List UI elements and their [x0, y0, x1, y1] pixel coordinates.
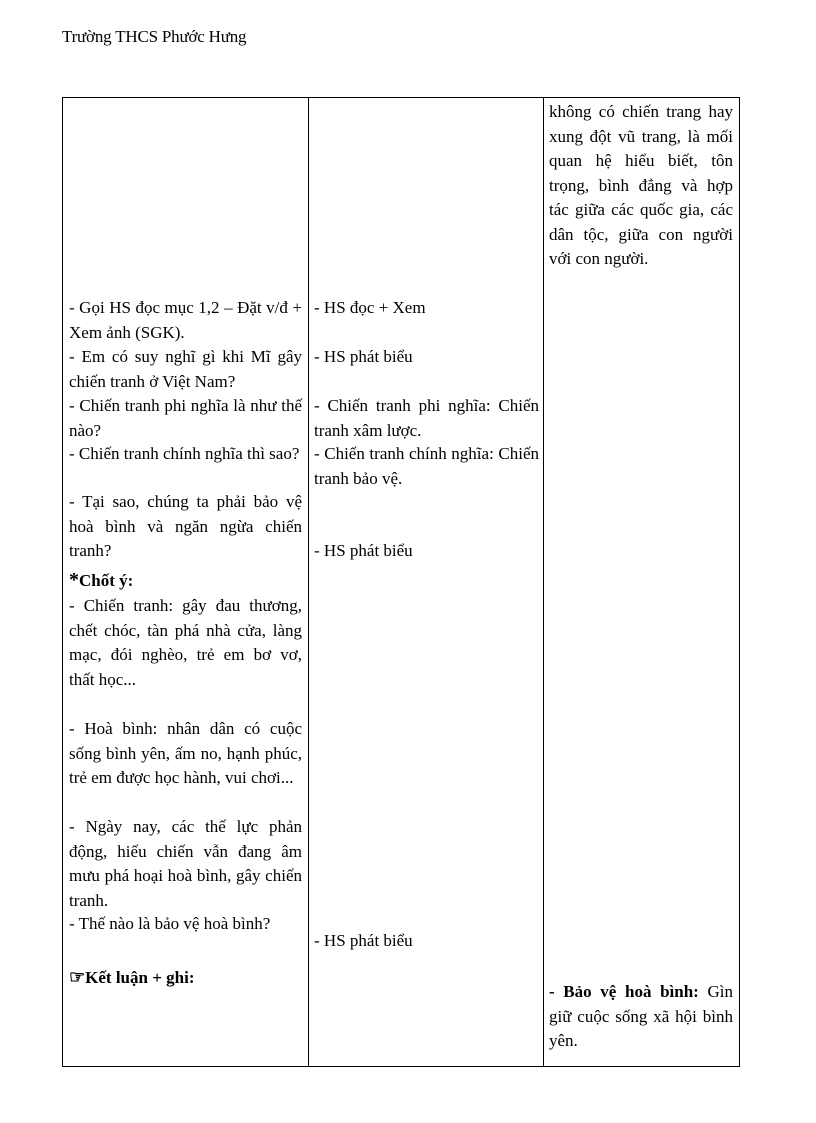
student-answer-5: - HS phát biểu: [314, 541, 413, 560]
student-answer-4: - Chiến tranh chính nghĩa: Chiến tranh bảo vệ.: [314, 444, 539, 488]
protect-peace-label: - Bảo vệ hoà bình:: [549, 982, 699, 1001]
column-divider: [543, 98, 544, 1066]
protect-peace-text: Gìn giữ cuộc sống xã hội bình yên.: [549, 982, 734, 1050]
peace-definition-text: không có chiến trang hay xung đột vũ trang, là mối quan hệ hiểu biết, tôn trọng, bình đẳng và hợp tác giữa các quốc gia, các dân tộc, giữa con người với con người.: [549, 102, 733, 268]
teacher-question-5: - Tại sao, chúng ta phải bảo vệ hoà bình và ngăn ngừa chiến tranh?: [69, 492, 302, 560]
student-answer-1: - HS đọc + Xem: [314, 298, 426, 317]
teacher-question-6: - Thế nào là bảo vệ hoà bình?: [69, 914, 271, 933]
teacher-question-1: - Gọi HS đọc mục 1,2 – Đặt v/đ + Xem ảnh (SGK).: [69, 298, 302, 342]
chot-y-heading: *Chốt ý:: [69, 569, 134, 591]
protect-peace-note: [549, 980, 733, 1054]
chot-y-point-1: - Chiến tranh: gây đau thương, chết chóc, tàn phá nhà cửa, làng mạc, đói nghèo, trẻ em bơ vơ, thất học...: [69, 596, 302, 689]
teacher-question-4: - Chiến tranh chính nghĩa thì sao?: [69, 444, 300, 463]
student-answer-2: - HS phát biểu: [314, 347, 413, 366]
teacher-question-2: - Em có suy nghĩ gì khi Mĩ gây chiến tranh ở Việt Nam?: [69, 347, 302, 391]
chot-y-point-3: - Ngày nay, các thế lực phản động, hiếu chiến vẫn đang âm mưu phá hoại hoà bình, gây chiến tranh.: [69, 817, 302, 910]
ket-luan-heading: ☞Kết luận + ghi:: [69, 965, 302, 991]
lesson-table: [62, 97, 740, 1067]
teacher-question-3: - Chiến tranh phi nghĩa là như thế nào?: [69, 396, 302, 440]
school-name: Trường THCS Phước Hưng: [62, 27, 247, 46]
pointing-hand-icon: ☞: [69, 967, 86, 987]
student-answer-6: - HS phát biểu: [314, 931, 413, 950]
chot-y-point-2: - Hoà bình: nhân dân có cuộc sống bình yên, ấm no, hạnh phúc, trẻ em được học hành, vui chơi...: [69, 719, 302, 787]
star-marker: *: [69, 569, 79, 591]
column-divider: [308, 98, 309, 1066]
student-answer-3: - Chiến tranh phi nghĩa: Chiến tranh xâm lược.: [314, 396, 539, 440]
